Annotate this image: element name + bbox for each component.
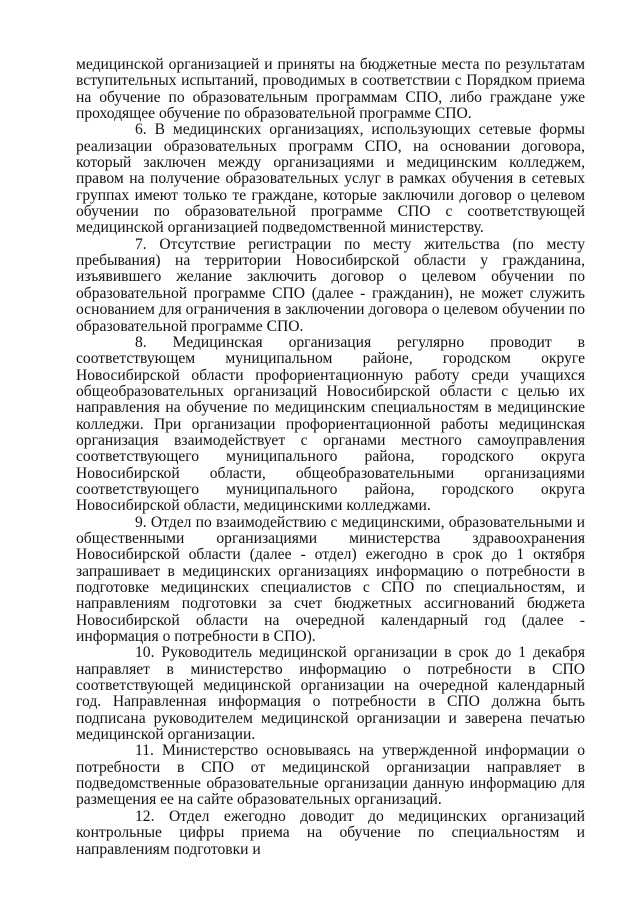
paragraph-item-8: 8. Медицинская организация регулярно проводит в соответствующем муниципальном районе, городском округе Новосибирской области профориентационную работу среди учащихся общеобразовательных организаций Новосибирской области с целью их направления на обучение по медицинским специальностям в медицинские колледжи. При организации профориентационной работы медицинская организация взаимодействует с органами местного самоуправления соответствующего муниципального района, городского округа Новосибирской области, общеобразовательными организациями соответствующего муниципального района, городского округа Новосибирской области, медицинскими колледжами. bbox=[76, 333, 585, 515]
paragraph-continuation: медицинской организацией и приняты на бюджетные места по результатам вступительных испытаний, проводимых в соответствии с Порядком приема на обучение по образовательным программам СПО, либо граждане уже проходящее обучение по образовательной программе СПО. bbox=[76, 56, 585, 123]
paragraph-item-9: 9. Отдел по взаимодействию с медицинскими, образовательными и общественными организациями министерства здравоохранения Новосибирской области (далее - отдел) ежегодно в срок до 1 октября запрашивает в медицинских организациях информацию о потребности в подготовке медицинских специалистов с СПО по специальностям, и направлениям подготовки за счет бюджетных ассигнований бюджета Новосибирской области на очередной календарный год (далее - информация о потребности в СПО). bbox=[76, 513, 585, 646]
paragraph-item-12: 12. Отдел ежегодно доводит до медицинских организаций контрольные цифры приема на обучение по специальностям и направлениям подготовки и bbox=[76, 807, 585, 858]
paragraph-item-7: 7. Отсутствие регистрации по месту жительства (по месту пребывания) на территории Новосибирской области у гражданина, изъявившего желание заключить договор о целевом обучении по образовательной программе СПО (далее - гражданин), не может служить основанием для ограничения в заключении договора о целевом обучении по образовательной программе СПО. bbox=[76, 235, 585, 335]
paragraph-item-11: 11. Министерство основываясь на утвержденной информации о потребности в СПО от медицинской организации направляет в подведомственные образовательные организации данную информацию для размещения ее на сайте образовательных организаций. bbox=[76, 742, 585, 809]
paragraph-item-6: 6. В медицинских организациях, использующих сетевые формы реализации образовательных программ СПО, на основании договора, который заключен между организациями и медицинским колледжем, правом на получение образовательных услуг в рамках обучения в сетевых группах имеют только те граждане, которые заключили договор о целевом обучении по образовательной программе СПО с соответствующей медицинской организацией подведомственной министерству. bbox=[76, 121, 585, 237]
paragraph-item-10: 10. Руководитель медицинской организации в срок до 1 декабря направляет в министерство информацию о потребности в СПО соответствующей медицинской организации на очередной календарный год. Направленная информация о потребности в СПО должна быть подписана руководителем медицинской организации и заверена печатью медицинской организации. bbox=[76, 644, 585, 744]
